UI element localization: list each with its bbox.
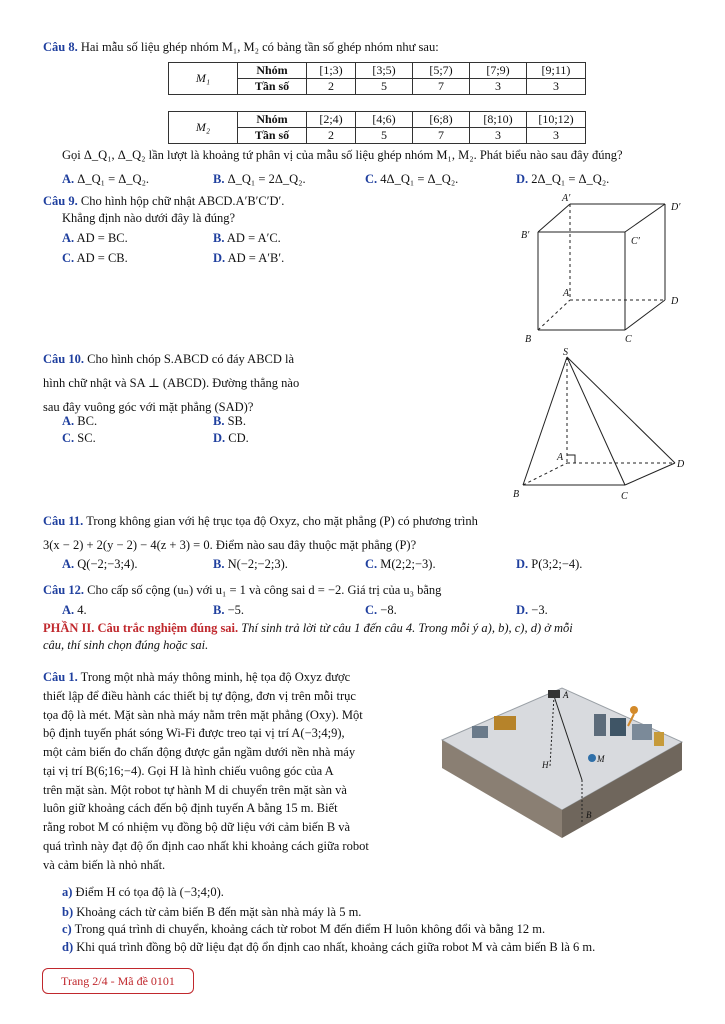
table-cell: 7	[413, 79, 470, 95]
q8-table-m1	[168, 62, 586, 95]
table-cell: [10;12)	[527, 112, 586, 128]
q12-title: Câu 12.	[43, 583, 84, 597]
q10-option-a[interactable]: A. BC.	[62, 414, 98, 428]
q8-stem	[43, 38, 439, 57]
table-cell: [5;7)	[413, 63, 470, 79]
cuboid-figure	[505, 192, 690, 347]
table-cell: 3	[470, 79, 527, 95]
q9-title: Câu 9.	[43, 194, 78, 208]
q8-text: Hai mẫu số liệu ghép nhóm M₁, M₂ có bảng tần số ghép nhóm như sau:	[80, 40, 439, 54]
part2-header	[43, 620, 693, 654]
q11-option-b[interactable]: B. N(−2;−2;3).	[213, 557, 288, 571]
q10-stem: Câu 10. Cho hình chóp S.ABCD có đáy ABCD là hình chữ nhật và SA ⊥ (ABCD). Đường thẳng nào sau đây vuông góc với mặt phẳng (SAD)?	[43, 352, 300, 414]
q12-option-d[interactable]: D. −3.	[516, 603, 548, 617]
label-d: D	[671, 296, 679, 307]
c1-title: Câu 1.	[43, 670, 78, 684]
q8-option-d[interactable]: D. 2Δ_Q₁ = Δ_Q₂.	[516, 172, 610, 186]
q8-table-m2	[168, 111, 586, 144]
q11-option-c[interactable]: C. M(2;2;−3).	[365, 557, 436, 571]
label-b: B	[513, 489, 520, 500]
label-d-prime: D′	[671, 202, 681, 213]
label-s: S	[563, 347, 568, 358]
q9-text: Cho hình hộp chữ nhật ABCD.A′B′C′D′.	[80, 194, 285, 208]
table-cell: [3;5)	[356, 63, 413, 79]
label-d: D	[677, 459, 685, 470]
pyramid-figure	[505, 345, 690, 505]
c1-item-c[interactable]: c) Trong quá trình di chuyển, khoảng cách từ robot M đến điểm H luôn không đổi và bằng 12 m.	[62, 922, 546, 936]
table-cell: 5	[356, 79, 413, 95]
q9-option-c[interactable]: C. AD = CB.	[62, 251, 128, 265]
part2-title: PHẦN II. Câu trắc nghiệm đúng sai.	[43, 621, 239, 635]
table-cell: 2	[307, 128, 356, 144]
q10-option-b[interactable]: B. SB.	[213, 414, 247, 428]
label-b-prime: B′	[521, 230, 530, 241]
q12-option-a[interactable]: A. 4.	[62, 603, 87, 617]
table-cell: 5	[356, 128, 413, 144]
label-a: A	[563, 690, 569, 700]
q9-question: Khẳng định nào dưới đây là đúng?	[62, 211, 236, 225]
q11-option-a[interactable]: A. Q(−2;−3;4).	[62, 557, 138, 571]
table-cell: Tần số	[238, 128, 307, 144]
factory-illustration	[432, 670, 688, 845]
label-c-prime: C′	[631, 236, 640, 247]
label-a: A	[557, 452, 564, 463]
q8-option-c[interactable]: C. 4Δ_Q₁ = Δ_Q₂.	[365, 172, 459, 186]
table-cell: Tần số	[238, 79, 307, 95]
q9-option-d[interactable]: D. AD = A′B′.	[213, 251, 285, 265]
q12-stem: Câu 12. Cho cấp số cộng (uₙ) với u₁ = 1 và công sai d = −2. Giá trị của u₃ bằng	[43, 583, 442, 597]
label-c: C	[621, 491, 628, 502]
q9-option-b[interactable]: B. AD = A′C.	[213, 231, 281, 245]
c1-item-d[interactable]: d) Khi quá trình đồng bộ dữ liệu đạt độ ổn định cao nhất, khoảng cách giữa robot M và cảm biến B là 6 m.	[62, 940, 596, 954]
table-cell: 3	[527, 128, 586, 144]
table-cell: [8;10)	[470, 112, 527, 128]
table-label: M₁	[169, 63, 238, 95]
table-cell: 7	[413, 128, 470, 144]
label-c: C	[625, 334, 632, 345]
table-cell: Nhóm	[238, 63, 307, 79]
part2-instruction: Thí sinh trả lời từ câu 1 đến câu 4. Trong mỗi ý a), b), c), d) ở mỗi	[241, 621, 573, 635]
table-cell: 2	[307, 79, 356, 95]
q10-title: Câu 10.	[43, 352, 84, 366]
q10-option-c[interactable]: C. SC.	[62, 431, 96, 445]
q8-option-b[interactable]: B. Δ_Q₁ = 2Δ_Q₂.	[213, 172, 306, 186]
q8-title: Câu 8.	[43, 40, 78, 54]
table-cell: [7;9)	[470, 63, 527, 79]
page-footer: Trang 2/4 - Mã đề 0101	[42, 968, 194, 994]
table-cell: [6;8)	[413, 112, 470, 128]
q9-option-a[interactable]: A. AD = BC.	[62, 231, 128, 245]
label-a: A	[563, 288, 570, 299]
label-h: H	[542, 760, 549, 770]
q8-option-a[interactable]: A. Δ_Q₁ = Δ_Q₂.	[62, 172, 150, 186]
c1-item-a[interactable]: a) Điểm H có tọa độ là (−3;4;0).	[62, 885, 224, 899]
label-a-prime: A′	[562, 193, 571, 204]
label-b: B	[586, 810, 592, 820]
label-b: B	[525, 334, 532, 345]
table-cell: 3	[470, 128, 527, 144]
c1-item-b[interactable]: b) Khoảng cách từ cảm biến B đến mặt sàn nhà máy là 5 m.	[62, 905, 362, 919]
q8-question: Gọi Δ_Q₁, Δ_Q₂ lần lượt là khoảng tứ phân vị của mẫu số liệu ghép nhóm M₁, M₂. Phát biểu nào sau đây đúng?	[62, 148, 623, 162]
q11-stem: Câu 11. Trong không gian với hệ trục tọa độ Oxyz, cho mặt phẳng (P) có phương trình 3(x − 2) + 2(y − 2) − 4(z + 3) = 0. Điểm nào sau đây thuộc mặt phẳng (P)?	[43, 514, 478, 552]
table-cell: [2;4)	[307, 112, 356, 128]
table-cell: [4;6)	[356, 112, 413, 128]
q12-option-b[interactable]: B. −5.	[213, 603, 245, 617]
c1-stem: Câu 1. Trong một nhà máy thông minh, hệ tọa độ Oxyz được thiết lập để điều hành các thiết bị tự động, đơn vị trên mỗi trục tọa độ là mét. Mặt sàn nhà máy nằm trên mặt phẳng (Oxy). Một bộ định tuyến phát sóng Wi-Fi được treo tại vị trí A(−3;4;9), một cảm biến đo chấn động được gắn ngầm dưới nền nhà máy tại vị trí B(6;16;−4). Gọi H là hình chiếu vuông góc của A trên mặt sàn. Một robot tự hành M di chuyển trên mặt sàn và luôn giữ khoảng cách đến bộ định tuyến A bằng 15 m. Biết rằng robot M có nhiệm vụ đồng bộ dữ liệu với cảm biến B và quá trình này đạt độ ổn định cao nhất khi khoảng cách giữa robot và cảm biến là nhỏ nhất.	[43, 670, 369, 872]
part2-instruction-2: câu, thí sinh chọn đúng hoặc sai.	[43, 637, 209, 652]
q12-option-c[interactable]: C. −8.	[365, 603, 397, 617]
q11-option-d[interactable]: D. P(3;2;−4).	[516, 557, 583, 571]
q10-option-d[interactable]: D. CD.	[213, 431, 249, 445]
q11-title: Câu 11.	[43, 514, 84, 528]
label-m: M	[597, 754, 605, 764]
table-cell: Nhóm	[238, 112, 307, 128]
table-cell: [1;3)	[307, 63, 356, 79]
table-cell: 3	[527, 79, 586, 95]
table-label: M₂	[169, 112, 238, 144]
table-cell: [9;11)	[527, 63, 586, 79]
q9-stem	[43, 194, 284, 209]
